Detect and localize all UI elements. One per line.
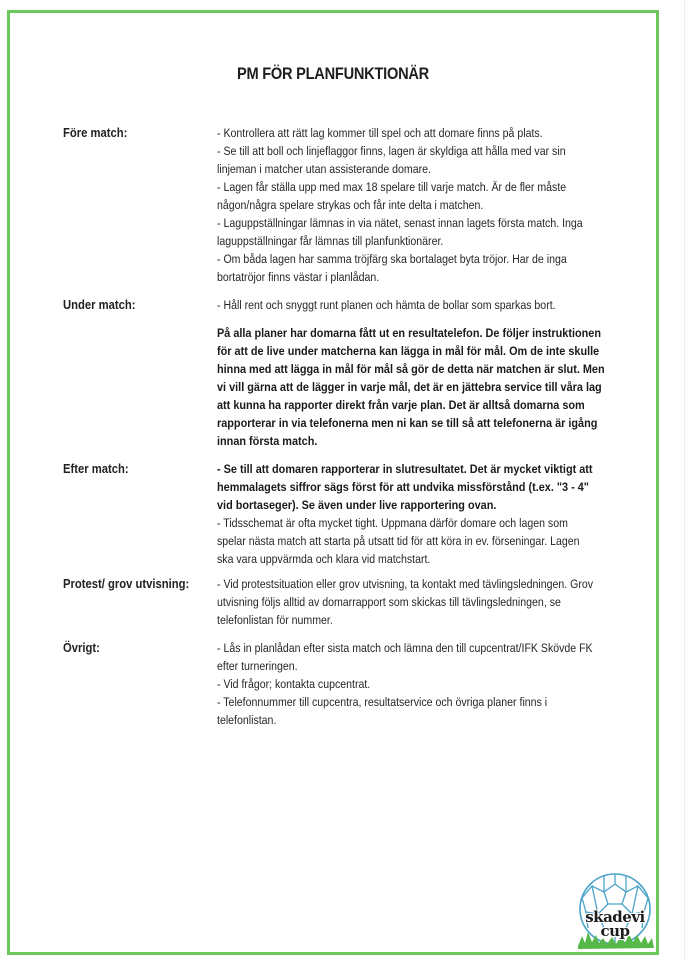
text-line: linjeman i matcher utan assisterande domare.	[217, 162, 431, 176]
skadevi-cup-logo	[574, 872, 656, 950]
text-line: - Telefonnummer till cupcentra, resultatservice och övriga planer finns i	[217, 695, 548, 709]
text-line: efter turneringen.	[217, 659, 298, 673]
text-line: - Lagen får ställa upp med max 18 spelare till varje match. Är de fler måste	[217, 180, 567, 194]
text-line-bold: hemmalagets siffror sägs först för att undvika missförstånd (t.ex. "3 - 4"	[217, 480, 589, 494]
section-content	[217, 124, 657, 286]
text-line: - Tidsschemat är ofta mycket tight. Uppmana därför domare och lagen som	[217, 516, 568, 530]
text-line: - Om båda lagen har samma tröjfärg ska bortalaget byta tröjor. Har de inga	[217, 252, 567, 266]
page-edge	[684, 0, 685, 960]
text-line-bold: vid bortaseger). Se även under live rapportering ovan.	[217, 498, 497, 512]
text-line-bold: innan första match.	[217, 434, 318, 448]
section-label: Under match:	[63, 298, 136, 312]
text-line: - Vid protestsituation eller grov utvisning, ta kontakt med tävlingsledningen. Grov	[217, 577, 594, 591]
section-content	[217, 296, 657, 450]
text-line: - Vid frågor; kontakta cupcentrat.	[217, 677, 371, 691]
text-line: - Se till att boll och linjeflaggor finns, lagen är skyldiga att hålla med var sin	[217, 144, 566, 158]
section-label: Före match:	[63, 126, 128, 140]
section-label: Övrigt:	[63, 641, 100, 655]
text-line-bold: - Se till att domaren rapporterar in slutresultatet. Det är mycket viktigt att	[217, 462, 593, 476]
logo-text-cup: cup	[600, 922, 630, 940]
section-label: Protest/ grov utvisning:	[63, 577, 190, 591]
text-line-bold: vi vill gärna att de lägger in varje mål, det är en jättebra service till våra lag	[217, 380, 602, 394]
document-title: PM FÖR PLANFUNKTIONÄR	[237, 64, 429, 83]
text-line: utvisning följs alltid av domarrapport som skickas till tävlingsledningen, se	[217, 595, 561, 609]
logo-text-skadevi: skadevi	[585, 908, 645, 926]
text-line: - Håll rent och snyggt runt planen och hämta de bollar som sparkas bort.	[217, 298, 556, 312]
text-line-bold: för att de live under matcherna kan lägga in mål för mål. Om de inte skulle	[217, 344, 600, 358]
text-line-bold: rapporterar in via telefonerna men ni kan se till så att telefonerna är igång	[217, 416, 598, 430]
text-line: laguppställningar får lämnas till planfunktionärer.	[217, 234, 444, 248]
text-line-bold: hinna med att lägga in mål för mål så gör de detta när matchen är slut. Men	[217, 362, 605, 376]
text-line: ska vara uppvärmda och klara vid matchstart.	[217, 552, 431, 566]
text-line: - Kontrollera att rätt lag kommer till spel och att domare finns på plats.	[217, 126, 543, 140]
text-line: spelar nästa match att starta på utsatt tid för att köra in ev. förseningar. Lagen	[217, 534, 580, 548]
section-content	[217, 460, 657, 568]
section-content	[217, 575, 657, 629]
text-line: någon/några spelare strykas och får inte delta i matchen.	[217, 198, 484, 212]
text-line: - Laguppställningar lämnas in via nätet, senast innan lagets första match. Inga	[217, 216, 583, 230]
section-content	[217, 639, 657, 729]
text-line: bortatröjor finns västar i planlådan.	[217, 270, 380, 284]
text-line-bold: På alla planer har domarna fått ut en resultatelefon. De följer instruktionen	[217, 326, 602, 340]
text-line-bold: att kunna ha rapporter direkt från varje plan. Det är alltså domarna som	[217, 398, 585, 412]
text-line: telefonlistan.	[217, 713, 277, 727]
text-line: telefonlistan för nummer.	[217, 613, 333, 627]
section-label: Efter match:	[63, 462, 129, 476]
text-line: - Lås in planlådan efter sista match och lämna den till cupcentrat/IFK Skövde FK	[217, 641, 593, 655]
